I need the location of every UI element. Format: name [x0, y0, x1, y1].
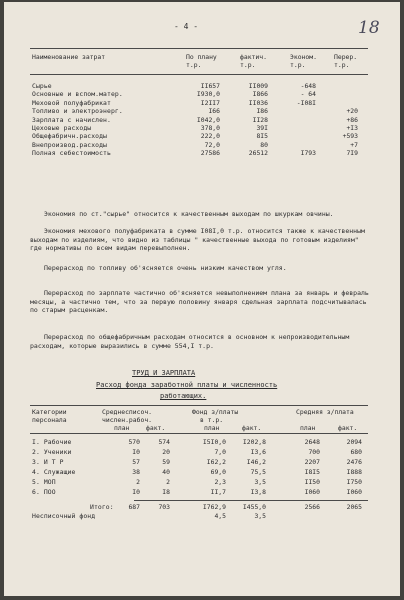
labor-table-subtitle: работающих. — [160, 392, 207, 400]
labor-headcount-fact: 2 — [166, 478, 170, 486]
cost-fact: 39I — [256, 124, 268, 132]
cost-saving: -I08I — [296, 98, 316, 107]
labor-table-top-rule — [30, 405, 368, 406]
costs-header-plan: По плану т.р. — [186, 53, 217, 69]
labor-header-fact-b: факт. — [242, 424, 262, 432]
labor-header-fact-a: факт. — [146, 424, 166, 432]
cost-saving: - 64 — [300, 90, 316, 99]
paragraph-text: Экономия мехового полуфабриката в сумме I08I,0 т.р. относится также к качественным выходам по изделиям, что видно из таблицы " качественные выхода по готовым изделиям" где нормативы по всем видам перевыполнен. — [30, 227, 365, 253]
labor-fund-fact: I202,8 — [242, 438, 266, 446]
costs-header-overrun: Перер. т.р. — [334, 53, 358, 69]
labor-header-plan-b: план — [204, 424, 220, 432]
labor-total-fund-fact: I455,0 — [242, 503, 266, 511]
cost-plan: 222,0 — [200, 132, 220, 141]
labor-headcount-fact: I8 — [162, 488, 170, 496]
cost-name: Сырье — [32, 82, 52, 90]
table-top-rule — [30, 48, 368, 49]
labor-category: 3. И Т Р — [32, 458, 64, 466]
labor-headcount-plan: I0 — [132, 448, 140, 456]
costs-header-fact: фактич. т.р. — [240, 53, 267, 69]
labor-fund-fact: I3,6 — [250, 448, 266, 456]
cost-overrun: +7 — [350, 140, 358, 149]
cost-plan: I042,0 — [196, 115, 220, 124]
paragraph-text: Экономия по ст."сырье" относится к качественным выходам по шкуркам овчины. — [44, 210, 334, 218]
table-header-rule — [30, 74, 368, 75]
cost-saving: -648 — [300, 82, 316, 90]
labor-fund-plan: 7,0 — [214, 448, 226, 456]
labor-headcount-plan: 38 — [132, 468, 140, 476]
cost-name: Меховой полуфабрикат — [32, 98, 111, 107]
paragraph-semi-finished — [30, 227, 370, 253]
non-list-fund-plan: 4,5 — [214, 512, 226, 520]
labor-avg-plan: I8I5 — [304, 468, 320, 476]
labor-category: 2. Ученики — [32, 448, 72, 456]
cost-plan: II657 — [200, 82, 220, 90]
labor-fund-fact: 3,5 — [254, 478, 266, 486]
labor-headcount-plan: 570 — [128, 438, 140, 446]
cost-fact: 8I5 — [256, 132, 268, 141]
labor-fund-plan: II,7 — [210, 488, 226, 496]
cost-plan: I66 — [208, 107, 220, 116]
cost-name: Внепроизвод.расходы — [32, 140, 108, 149]
document-page — [4, 2, 400, 596]
paragraph-overhead — [30, 333, 370, 350]
page-number: - 4 - — [174, 22, 199, 31]
cost-name: Зарплата с начислен. — [32, 115, 111, 124]
non-list-fund-fact: 3,5 — [254, 512, 266, 520]
cost-overrun: +20 — [346, 107, 358, 116]
labor-headcount-fact: 40 — [162, 468, 170, 476]
labor-total-plan: 687 — [128, 503, 140, 511]
labor-avg-fact: I060 — [346, 488, 362, 496]
labor-category: 6. ПОО — [32, 488, 56, 496]
cost-plan: I2II7 — [200, 98, 220, 107]
labor-avg-plan: 2207 — [304, 458, 320, 466]
cost-name: Общефабричн.расходы — [32, 132, 108, 141]
labor-total-fact: 703 — [158, 503, 170, 511]
labor-category: I. Рабочие — [32, 438, 72, 446]
labor-fund-fact: 75,5 — [250, 468, 266, 476]
labor-total-fund-plan: I762,9 — [202, 503, 226, 511]
paragraph-fuel — [30, 264, 370, 273]
paragraph-text: Перерасход по топливу об'ясняется очень низким качеством угля. — [44, 264, 287, 272]
paragraph-raw-materials — [30, 210, 370, 219]
paragraph-text: Перерасход по общефабричным расходам относится в основном к непроизводительным расходам, которые выразились в сумме 554,I т.р. — [30, 333, 350, 350]
labor-fund-plan: I62,2 — [206, 458, 226, 466]
labor-avg-fact: I750 — [346, 478, 362, 486]
labor-header-plan-c: план — [300, 424, 316, 432]
labor-headcount-fact: 59 — [162, 458, 170, 466]
labor-header-fact-c: факт. — [338, 424, 358, 432]
cost-fact: II28 — [252, 115, 268, 124]
paragraph-salary — [30, 289, 370, 315]
labor-category: 4. Служащие — [32, 468, 76, 476]
labor-avg-plan: 700 — [308, 448, 320, 456]
labor-header-headcount-1: Среднесписоч. — [102, 408, 153, 416]
cost-fact: II036 — [248, 98, 268, 107]
labor-table-title: Расход фонда заработной платы и численность — [96, 381, 278, 389]
labor-total-rule — [134, 500, 368, 501]
cost-overrun: 7I9 — [346, 149, 358, 158]
labor-header-headcount-2: числен.рабоч. — [102, 416, 153, 424]
cost-name: Полная себестоимость — [32, 149, 111, 158]
labor-category: 5. МОП — [32, 478, 56, 486]
labor-headcount-fact: 574 — [158, 438, 170, 446]
cost-overrun: +I3 — [346, 124, 358, 132]
labor-header-category-2: персонала — [32, 416, 67, 424]
labor-fund-fact: I3,8 — [250, 488, 266, 496]
labor-table-header-rule — [30, 433, 368, 434]
labor-headcount-plan: 57 — [132, 458, 140, 466]
labor-headcount-plan: 2 — [136, 478, 140, 486]
section-title: ТРУД И ЗАРПЛАТА — [132, 369, 196, 377]
labor-total-label: Итого: — [90, 503, 114, 511]
cost-plan: 378,0 — [200, 124, 220, 132]
labor-headcount-plan: I0 — [132, 488, 140, 496]
labor-fund-plan: I5I0,0 — [202, 438, 226, 446]
cost-plan: I930,0 — [196, 90, 220, 99]
cost-overrun: +593 — [342, 132, 358, 141]
labor-fund-plan: 69,0 — [210, 468, 226, 476]
labor-header-avg: Средняя з/плата — [296, 408, 354, 416]
cost-plan: 27586 — [200, 149, 220, 158]
labor-fund-fact: I46,2 — [246, 458, 266, 466]
labor-headcount-fact: 20 — [162, 448, 170, 456]
labor-header-plan-a: план — [114, 424, 130, 432]
cost-saving: I793 — [300, 149, 316, 158]
cost-fact: I866 — [252, 90, 268, 99]
costs-header-name: Наименование затрат — [32, 53, 106, 61]
labor-total-avg-plan: 2566 — [304, 503, 320, 511]
cost-fact: I86 — [256, 107, 268, 116]
labor-avg-plan: I060 — [304, 488, 320, 496]
labor-header-fund-2: в т.р. — [200, 416, 224, 424]
paragraph-text: Перерасход по зарплате частично об'ясняется невыполнением плана за январь и февраль месяцы, а частично тем, что за первую половину января сдельная зарплата подсчитывалась по старым расценкам. — [30, 289, 369, 315]
cost-fact: 80 — [260, 140, 268, 149]
labor-avg-plan: II50 — [304, 478, 320, 486]
labor-header-category-1: Категории — [32, 408, 67, 416]
labor-fund-plan: 2,3 — [214, 478, 226, 486]
labor-avg-fact: I888 — [346, 468, 362, 476]
cost-overrun: +86 — [346, 115, 358, 124]
labor-header-fund-1: Фонд з/платы — [192, 408, 239, 416]
non-list-fund-label: Несписочный фонд — [32, 512, 96, 520]
handwritten-folio-number: 18 — [358, 18, 380, 38]
cost-plan: 72,0 — [204, 140, 220, 149]
labor-total-avg-fact: 2065 — [346, 503, 362, 511]
cost-fact: 26512 — [248, 149, 268, 158]
labor-avg-fact: 2476 — [346, 458, 362, 466]
cost-name: Цеховые расходы — [32, 124, 92, 132]
labor-avg-fact: 2094 — [346, 438, 362, 446]
costs-header-saving: Эконом. т.р. — [290, 53, 317, 69]
labor-avg-plan: 2648 — [304, 438, 320, 446]
cost-name: Топливо и электроэнерг. — [32, 107, 123, 116]
labor-avg-fact: 680 — [350, 448, 362, 456]
cost-fact: II009 — [248, 82, 268, 90]
cost-name: Основные и вспом.матер. — [32, 90, 123, 99]
